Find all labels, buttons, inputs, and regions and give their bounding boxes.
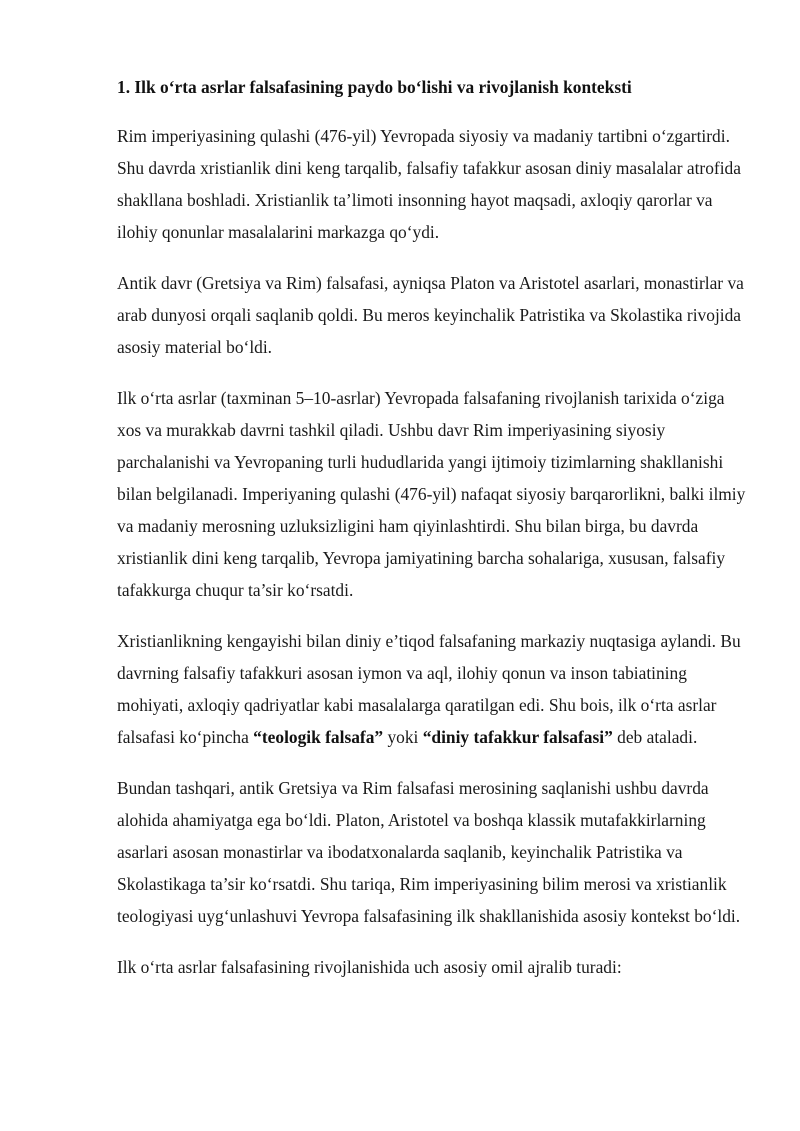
paragraph-5: Bundan tashqari, antik Gretsiya va Rim falsafasi merosining saqlanishi ushbu davrda alohida ahamiyatga ega bo‘ldi. Platon, Aristotel va boshqa klassik mutafakkirlarning asarlari asosan monastirlar va ibodatxonalarda saqlanib, keyinchalik Patristika va Skolastikaga ta’sir ko‘rsatdi. Shu tariqa, Rim imperiyasining bilim merosi va xristianlik teologiyasi uyg‘unlashuvi Yevropa falsafasining ilk shakllanishida asosiy kontekst bo‘ldi. (117, 778, 741, 926)
paragraph-4-text-3: deb ataladi. (612, 727, 698, 747)
paragraph-2: Antik davr (Gretsiya va Rim) falsafasi, ayniqsa Platon va Aristotel asarlari, monastirlar va arab dunyosi orqali saqlanib qoldi. Bu meros keyinchalik Patristika va Skolastika rivojida asosiy material bo‘ldi. (117, 273, 744, 357)
section-heading: 1. Ilk o‘rta asrlar falsafasining paydo bo‘lishi va rivojlanish konteksti (117, 77, 632, 97)
paragraph-3: Ilk o‘rta asrlar (taxminan 5–10-asrlar) Yevropada falsafaning rivojlanish tarixida o‘ziga xos va murakkab davrni tashkil qiladi. Ushbu davr Rim imperiyasining siyosiy parchalanishi va Yevropaning turli hududlarida yangi ijtimoiy tizimlarning shakllanishi bilan belgilanadi. Imperiyaning qulashi (476-yil) nafaqat siyosiy barqarorlikni, balki ilmiy va madaniy merosning uzluksizligini ham qiyinlashtirdi. Shu bilan birga, bu davrda xristianlik dini keng tarqalib, Yevropa jamiyatining barcha sohalariga, xususan, falsafiy tafakkurga chuqur ta’sir ko‘rsatdi. (117, 388, 746, 600)
paragraph-1: Rim imperiyasining qulashi (476-yil) Yevropada siyosiy va madaniy tartibni o‘zgartirdi. Shu davrda xristianlik dini keng tarqalib, falsafiy tafakkur asosan diniy masalalar atrofida shakllana boshladi. Xristianlik ta’limoti insonning hayot maqsadi, axloqiy qarorlar va ilohiy qonunlar masalalarini markazga qo‘ydi. (117, 126, 741, 242)
term-teologik-falsafa: “teologik falsafa” (253, 727, 384, 747)
term-diniy-tafakkur-falsafasi: “diniy tafakkur falsafasi” (422, 727, 613, 747)
paragraph-4 (117, 625, 747, 753)
paragraph-4-text-1: Xristianlikning kengayishi bilan diniy e’tiqod falsafaning markaziy nuqtasiga aylandi. Bu davrning falsafiy tafakkuri asosan iymon va aql, ilohiy qonun va inson tabiatining mohiyati, axloqiy qadriyatlar kabi masalalarga qaratilgan edi. Shu bois, ilk o‘rta asrlar falsafasi ko‘pincha (117, 631, 741, 747)
paragraph-6: Ilk o‘rta asrlar falsafasining rivojlanishida uch asosiy omil ajralib turadi: (117, 957, 622, 977)
paragraph-4-text-2: yoki (383, 727, 423, 747)
document-page (117, 73, 747, 1002)
